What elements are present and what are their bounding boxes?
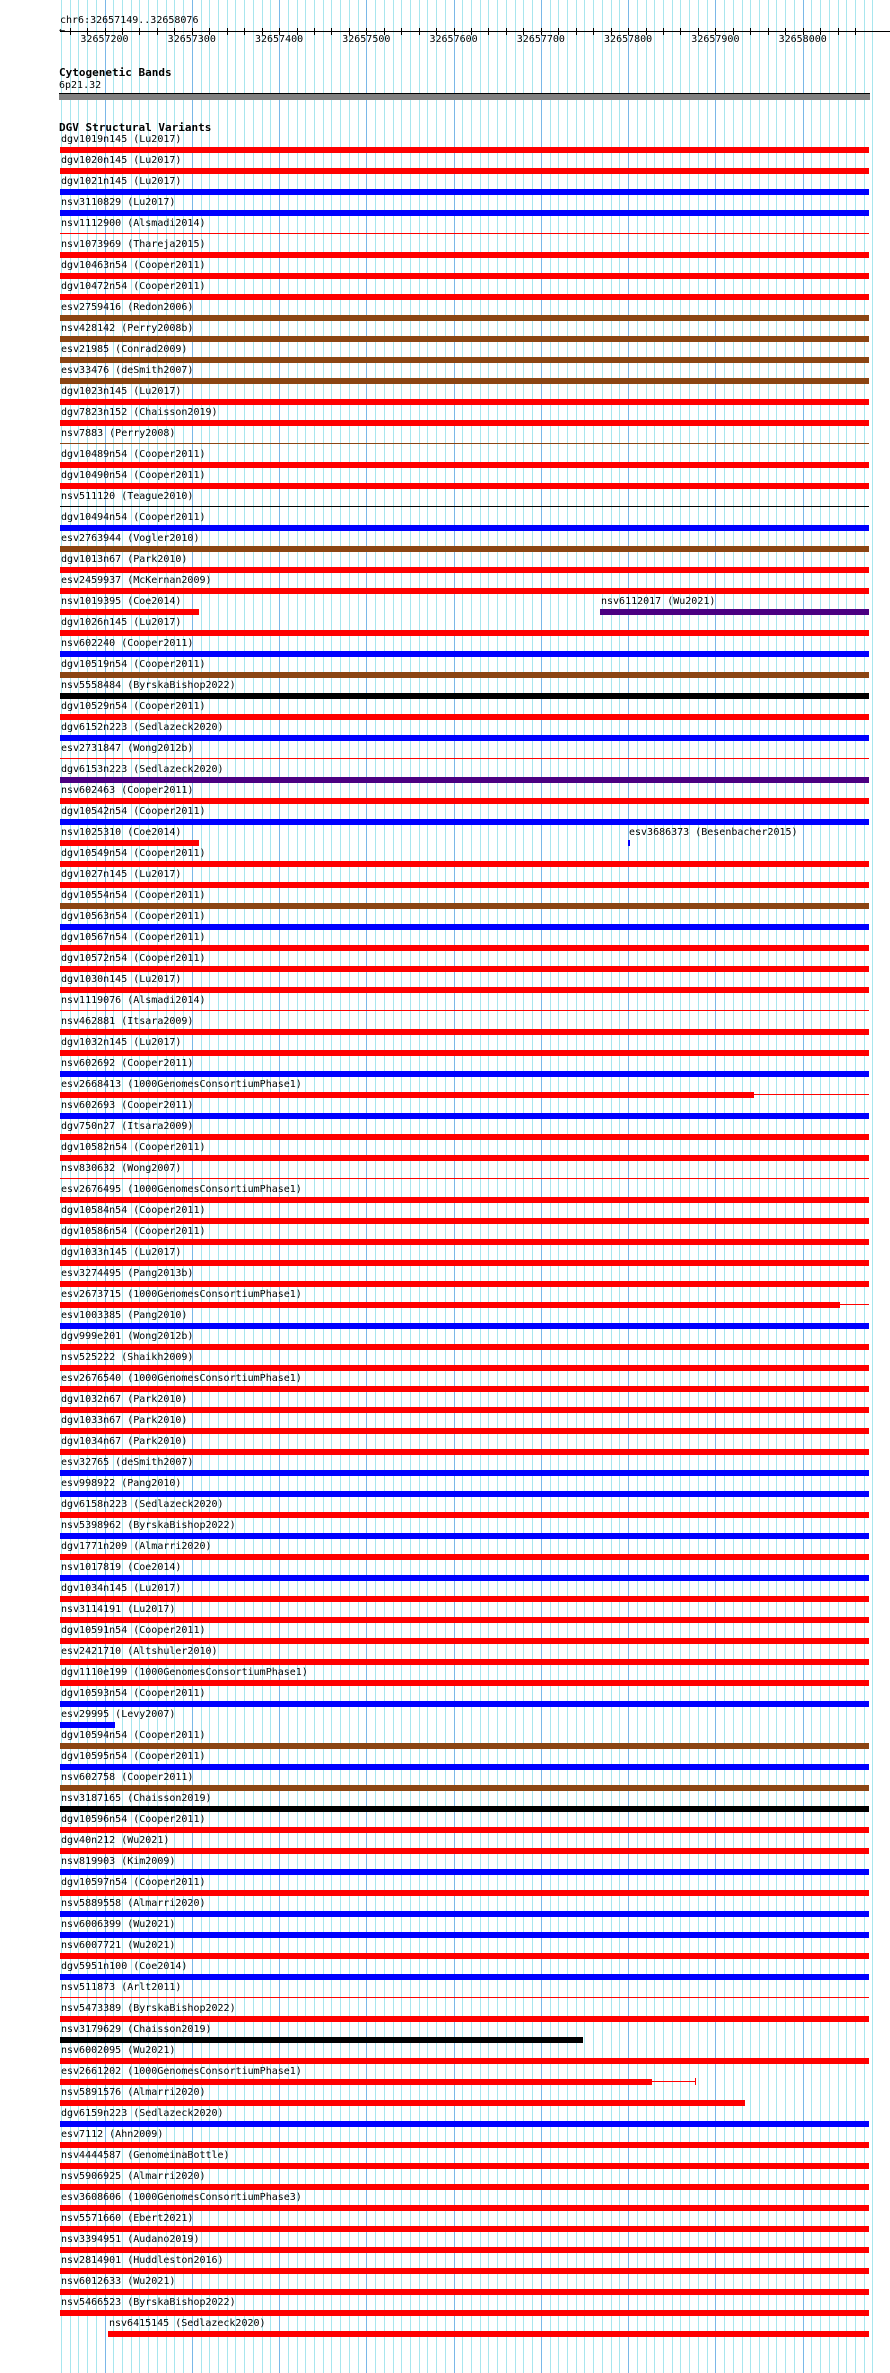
sv-label[interactable]: nsv1019395 (Coe2014) (61, 596, 182, 607)
sv-label[interactable]: dgv6153n223 (Sedlazeck2020) (61, 764, 224, 775)
sv-label[interactable]: nsv5473389 (ByrskaBishop2022) (61, 2003, 236, 2014)
sv-feature-bar[interactable] (60, 147, 869, 153)
sv-label[interactable]: esv1003385 (Pang2010) (61, 1310, 188, 1321)
sv-feature-bar[interactable] (60, 1407, 869, 1413)
sv-label[interactable]: esv2459937 (McKernan2009) (61, 575, 212, 586)
sv-label[interactable]: esv2673715 (1000GenomesConsortiumPhase1) (61, 1289, 302, 1300)
sv-label[interactable]: dgv10563n54 (Cooper2011) (61, 911, 206, 922)
sv-feature-end-cap (695, 2078, 696, 2085)
sv-label[interactable]: nsv3394951 (Audano2019) (61, 2234, 200, 2245)
sv-feature-bar[interactable] (60, 672, 869, 678)
sv-feature-bar[interactable] (60, 1575, 869, 1581)
sv-feature-bar[interactable] (60, 2289, 869, 2295)
sv-label[interactable]: dgv1771n209 (Almarri2020) (61, 1541, 212, 1552)
sv-feature-bar[interactable] (60, 1554, 869, 1560)
sv-feature-bar[interactable] (60, 2100, 745, 2106)
sv-feature-bar[interactable] (60, 588, 869, 594)
sv-label[interactable]: esv29995 (Levy2007) (61, 1709, 176, 1720)
sv-label[interactable]: nsv5571660 (Ebert2021) (61, 2213, 194, 2224)
sv-label[interactable]: nsv6007721 (Wu2021) (61, 1940, 176, 1951)
sv-label[interactable]: nsv428142 (Perry2008b) (61, 323, 194, 334)
cytoband-track-title: Cytogenetic Bands (59, 66, 172, 79)
sv-label[interactable]: dgv10529n54 (Cooper2011) (61, 701, 206, 712)
sv-feature-bar[interactable] (60, 1365, 869, 1371)
sv-label[interactable]: dgv6159n223 (Sedlazeck2020) (61, 2108, 224, 2119)
ruler-tick (488, 28, 489, 35)
sv-label[interactable]: dgv10584n54 (Cooper2011) (61, 1205, 206, 1216)
sv-label[interactable]: dgv1033n67 (Park2010) (61, 1415, 188, 1426)
ruler-tick (768, 28, 769, 35)
sv-feature-bar[interactable] (60, 1722, 115, 1728)
sv-feature-bar[interactable] (60, 1010, 869, 1011)
sv-label[interactable]: nsv6006399 (Wu2021) (61, 1919, 176, 1930)
ruler-tick (663, 28, 664, 35)
sv-label[interactable]: dgv750n27 (Itsara2009) (61, 1121, 194, 1132)
sv-label[interactable]: dgv10489n54 (Cooper2011) (61, 449, 206, 460)
sv-feature-bar[interactable] (60, 1029, 869, 1035)
sv-label[interactable]: dgv40n212 (Wu2021) (61, 1835, 170, 1846)
dgv-track-title: DGV Structural Variants (59, 121, 212, 134)
sv-feature-bar[interactable] (60, 315, 869, 321)
sv-feature-bar[interactable] (60, 168, 869, 174)
sv-label[interactable]: dgv1021n145 (Lu2017) (61, 176, 182, 187)
sv-feature-bar[interactable] (60, 987, 869, 993)
sv-feature-bar[interactable] (60, 357, 869, 363)
sv-feature-bar[interactable] (60, 882, 869, 888)
sv-feature-bar[interactable] (60, 1071, 869, 1077)
sv-feature-bar[interactable] (60, 798, 869, 804)
sv-feature-bar[interactable] (60, 1491, 869, 1497)
sv-feature-bar[interactable] (60, 443, 869, 444)
sv-feature-bar[interactable] (60, 1785, 869, 1791)
sv-label[interactable]: esv33476 (deSmith2007) (61, 365, 194, 376)
sv-label[interactable]: dgv10490n54 (Cooper2011) (61, 470, 206, 481)
sv-label[interactable]: nsv2814901 (Huddleston2016) (61, 2255, 224, 2266)
sv-label[interactable]: esv998922 (Pang2010) (61, 1478, 182, 1489)
ruler-tick (157, 28, 158, 35)
sv-label[interactable]: dgv1033n145 (Lu2017) (61, 1247, 182, 1258)
sv-feature-bar[interactable] (60, 1470, 869, 1476)
sv-label[interactable]: nsv5891576 (Almarri2020) (61, 2087, 206, 2098)
sv-feature-bar[interactable] (60, 210, 869, 216)
sv-label[interactable]: dgv1032n145 (Lu2017) (61, 1037, 182, 1048)
sv-feature-bar[interactable] (60, 1197, 869, 1203)
sv-label[interactable]: nsv819903 (Kim2009) (61, 1856, 176, 1867)
sv-label[interactable]: dgv10572n54 (Cooper2011) (61, 953, 206, 964)
ruler-tick-label: 32657600 (429, 34, 478, 45)
ruler-tick (855, 28, 856, 35)
sv-label[interactable]: nsv511120 (Teague2010) (61, 491, 194, 502)
scroll-left-arrow-icon[interactable]: ← (59, 25, 66, 36)
ruler-tick-label: 32657400 (254, 34, 304, 45)
sv-feature-bar[interactable] (60, 506, 869, 507)
sv-feature-bar[interactable] (60, 819, 869, 825)
ruler-tick-label: 32657800 (604, 34, 653, 45)
sv-feature-bar[interactable] (60, 630, 869, 636)
sv-label[interactable]: esv2421710 (Altshuler2010) (61, 1646, 218, 1657)
sv-label[interactable]: dgv10472n54 (Cooper2011) (61, 281, 206, 292)
sv-feature-bar[interactable] (60, 378, 869, 384)
sv-label[interactable]: nsv5398962 (ByrskaBishop2022) (61, 1520, 236, 1531)
sv-feature-bar[interactable] (60, 1638, 869, 1644)
sv-label[interactable]: dgv7823n152 (Chaisson2019) (61, 407, 218, 418)
sv-label[interactable]: nsv462881 (Itsara2009) (61, 1016, 194, 1027)
sv-feature-bar[interactable] (60, 945, 869, 951)
sv-feature-bar[interactable] (60, 1512, 869, 1518)
sv-label[interactable]: dgv1110e199 (1000GenomesConsortiumPhase1) (61, 1667, 308, 1678)
sv-feature-bar[interactable] (60, 693, 869, 699)
sv-feature-bar[interactable] (60, 2037, 583, 2043)
sv-feature-bar[interactable] (60, 2226, 869, 2232)
sv-label[interactable]: dgv5951n100 (Coe2014) (61, 1961, 188, 1972)
sv-feature-bar[interactable] (60, 1134, 869, 1140)
sv-feature-bar[interactable] (60, 903, 869, 909)
sv-feature-bar[interactable] (60, 483, 869, 489)
sv-feature-bar[interactable] (628, 840, 630, 846)
sv-label[interactable]: nsv6012633 (Wu2021) (61, 2276, 176, 2287)
sv-feature-bar[interactable] (60, 1281, 869, 1287)
sv-feature-extension (754, 1094, 869, 1095)
sv-feature-bar[interactable] (60, 1659, 869, 1665)
ruler-axis (60, 31, 890, 32)
sv-feature-bar[interactable] (60, 1701, 869, 1707)
sv-feature-bar[interactable] (60, 2079, 652, 2085)
sv-feature-bar[interactable] (60, 1302, 840, 1308)
sv-label[interactable]: dgv10597n54 (Cooper2011) (61, 1877, 206, 1888)
sv-feature-bar[interactable] (60, 861, 869, 867)
sv-feature-bar[interactable] (60, 189, 869, 195)
sv-feature-bar[interactable] (60, 758, 869, 759)
sv-feature-bar[interactable] (60, 1050, 869, 1056)
sv-label[interactable]: dgv10549n54 (Cooper2011) (61, 848, 206, 859)
sv-feature-bar[interactable] (60, 1533, 869, 1539)
sv-label[interactable]: esv2668413 (1000GenomesConsortiumPhase1) (61, 1079, 302, 1090)
sv-feature-bar[interactable] (60, 336, 869, 342)
sv-label[interactable]: esv2731847 (Wong2012b) (61, 743, 194, 754)
ruler-tick (314, 28, 315, 35)
sv-feature-bar[interactable] (60, 1617, 869, 1623)
sv-feature-bar[interactable] (60, 567, 869, 573)
ruler-tick-label: 32657700 (516, 34, 565, 45)
sv-label[interactable]: dgv999e201 (Wong2012b) (61, 1331, 194, 1342)
sv-label[interactable]: nsv602240 (Cooper2011) (61, 638, 194, 649)
sv-feature-bar[interactable] (60, 735, 869, 741)
sv-feature-bar[interactable] (60, 1974, 869, 1980)
sv-label[interactable]: nsv7883 (Perry2008) (61, 428, 176, 439)
sv-label[interactable]: esv2763944 (Vogler2010) (61, 533, 200, 544)
sv-label[interactable]: nsv3179629 (Chaisson2019) (61, 2024, 212, 2035)
sv-label[interactable]: dgv1020n145 (Lu2017) (61, 155, 182, 166)
location-label: chr6:32657149..32658076 (60, 15, 199, 26)
sv-label[interactable]: nsv4444587 (GenomeinaBottle) (61, 2150, 230, 2161)
sv-feature-bar[interactable] (60, 2142, 869, 2148)
sv-feature-bar[interactable] (60, 1178, 869, 1179)
sv-feature-bar[interactable] (60, 462, 869, 468)
sv-label[interactable]: dgv10593n54 (Cooper2011) (61, 1688, 206, 1699)
sv-label[interactable]: esv2676540 (1000GenomesConsortiumPhase1) (61, 1373, 302, 1384)
sv-feature-bar[interactable] (60, 714, 869, 720)
sv-feature-bar[interactable] (60, 1344, 869, 1350)
ruler-tick-label: 32658000 (778, 34, 827, 45)
ruler-tick (593, 28, 594, 35)
sv-feature-extension (840, 1304, 869, 1305)
sv-feature-bar[interactable] (60, 1449, 869, 1455)
sv-feature-bar[interactable] (60, 2016, 869, 2022)
sv-label[interactable]: dgv10554n54 (Cooper2011) (61, 890, 206, 901)
sv-feature-bar[interactable] (60, 2268, 869, 2274)
cytoband-6p21-32[interactable] (59, 94, 870, 100)
sv-label[interactable]: nsv602758 (Cooper2011) (61, 1772, 194, 1783)
sv-feature-extension (652, 2081, 695, 2082)
sv-label[interactable]: esv32765 (deSmith2007) (61, 1457, 194, 1468)
sv-feature-bar[interactable] (60, 1911, 869, 1917)
sv-label[interactable]: dgv1023n145 (Lu2017) (61, 386, 182, 397)
sv-feature-bar[interactable] (60, 1386, 869, 1392)
sv-label[interactable]: nsv6002095 (Wu2021) (61, 2045, 176, 2056)
sv-feature-bar[interactable] (60, 1997, 869, 1998)
sv-feature-bar[interactable] (60, 2121, 869, 2127)
ruler-tick (244, 28, 245, 35)
sv-label[interactable]: nsv830632 (Wong2007) (61, 1163, 182, 1174)
ruler-tick (680, 28, 681, 35)
sv-label[interactable]: dgv1026n145 (Lu2017) (61, 617, 182, 628)
sv-label[interactable]: esv3686373 (Besenbacher2015) (629, 827, 798, 838)
sv-label[interactable]: nsv3187165 (Chaisson2019) (61, 1793, 212, 1804)
sv-feature-bar[interactable] (60, 609, 199, 615)
ruler-tick (227, 28, 228, 35)
sv-label[interactable]: nsv602693 (Cooper2011) (61, 1100, 194, 1111)
sv-label[interactable]: nsv1119076 (Alsmadi2014) (61, 995, 206, 1006)
sv-feature-bar[interactable] (60, 1092, 754, 1098)
ruler-tick (70, 28, 71, 35)
ruler-tick (750, 28, 751, 35)
ruler-tick (576, 28, 577, 35)
sv-label[interactable]: dgv10567n54 (Cooper2011) (61, 932, 206, 943)
sv-feature-bar[interactable] (60, 2247, 869, 2253)
sv-label[interactable]: dgv1032n67 (Park2010) (61, 1394, 188, 1405)
sv-feature-bar[interactable] (60, 420, 869, 426)
sv-label[interactable]: nsv1025310 (Coe2014) (61, 827, 182, 838)
ruler-tick-label: 32657900 (691, 34, 740, 45)
sv-label[interactable]: nsv5906925 (Almarri2020) (61, 2171, 206, 2182)
sv-feature-bar[interactable] (600, 609, 869, 615)
sv-label[interactable]: esv3608606 (1000GenomesConsortiumPhase3) (61, 2192, 302, 2203)
sv-feature-bar[interactable] (60, 1260, 869, 1266)
sv-feature-bar[interactable] (60, 399, 869, 405)
sv-label[interactable]: esv7112 (Ahn2009) (61, 2129, 164, 2140)
sv-feature-bar[interactable] (60, 1764, 869, 1770)
sv-label[interactable]: nsv511873 (Arlt2011) (61, 1982, 182, 1993)
sv-label[interactable]: esv3274495 (Pang2013b) (61, 1268, 194, 1279)
sv-feature-bar[interactable] (60, 1953, 869, 1959)
sv-feature-bar[interactable] (60, 1596, 869, 1602)
sv-label[interactable]: nsv1112900 (Alsmadi2014) (61, 218, 206, 229)
sv-feature-bar[interactable] (60, 1323, 869, 1329)
cytoband-label: 6p21.32 (59, 80, 102, 91)
ruler-tick (838, 28, 839, 35)
sv-label[interactable]: esv2759416 (Redon2006) (61, 302, 194, 313)
sv-label[interactable]: dgv1019n145 (Lu2017) (61, 134, 182, 145)
ruler-tick (506, 28, 507, 35)
sv-feature-bar[interactable] (60, 1218, 869, 1224)
sv-label[interactable]: nsv3110829 (Lu2017) (61, 197, 176, 208)
sv-label[interactable]: nsv6112017 (Wu2021) (601, 596, 716, 607)
sv-label[interactable]: dgv6158n223 (Sedlazeck2020) (61, 1499, 224, 1510)
sv-feature-bar[interactable] (60, 1827, 869, 1833)
sv-label[interactable]: nsv5558484 (ByrskaBishop2022) (61, 680, 236, 691)
sv-label[interactable]: nsv5466523 (ByrskaBishop2022) (61, 2297, 236, 2308)
sv-feature-bar[interactable] (60, 546, 869, 552)
sv-feature-bar[interactable] (108, 2331, 869, 2337)
sv-feature-bar[interactable] (60, 1428, 869, 1434)
sv-feature-bar[interactable] (60, 525, 869, 531)
sv-label[interactable]: dgv10542n54 (Cooper2011) (61, 806, 206, 817)
sv-label[interactable]: nsv525222 (Shaikh2009) (61, 1352, 194, 1363)
sv-label[interactable]: dgv10582n54 (Cooper2011) (61, 1142, 206, 1153)
sv-feature-bar[interactable] (60, 294, 869, 300)
sv-feature-bar[interactable] (60, 2184, 869, 2190)
sv-feature-bar[interactable] (60, 252, 869, 258)
sv-feature-bar[interactable] (60, 1680, 869, 1686)
sv-label[interactable]: dgv10494n54 (Cooper2011) (61, 512, 206, 523)
sv-label[interactable]: nsv5889558 (Almarri2020) (61, 1898, 206, 1909)
ruler-tick (419, 28, 420, 35)
sv-label[interactable]: esv2661202 (1000GenomesConsortiumPhase1) (61, 2066, 302, 2077)
sv-feature-bar[interactable] (60, 1806, 869, 1812)
sv-label[interactable]: dgv1030n145 (Lu2017) (61, 974, 182, 985)
ruler-tick (401, 28, 402, 35)
sv-label[interactable]: nsv1073969 (Thareja2015) (61, 239, 206, 250)
sv-label[interactable]: dgv10596n54 (Cooper2011) (61, 1814, 206, 1825)
sv-feature-bar[interactable] (60, 651, 869, 657)
sv-label[interactable]: dgv1034n145 (Lu2017) (61, 1583, 182, 1594)
sv-feature-bar[interactable] (60, 840, 199, 846)
sv-feature-bar[interactable] (60, 2205, 869, 2211)
sv-label[interactable]: nsv1017819 (Coe2014) (61, 1562, 182, 1573)
sv-label[interactable]: nsv3114191 (Lu2017) (61, 1604, 176, 1615)
sv-feature-bar[interactable] (60, 1239, 869, 1245)
sv-label[interactable]: nsv602463 (Cooper2011) (61, 785, 194, 796)
sv-feature-bar[interactable] (60, 777, 869, 783)
ruler-tick (331, 28, 332, 35)
sv-label[interactable]: dgv10594n54 (Cooper2011) (61, 1730, 206, 1741)
sv-label[interactable]: dgv10595n54 (Cooper2011) (61, 1751, 206, 1762)
sv-feature-bar[interactable] (60, 1869, 869, 1875)
sv-feature-bar[interactable] (60, 1743, 869, 1749)
sv-label[interactable]: dgv1027n145 (Lu2017) (61, 869, 182, 880)
sv-label[interactable]: nsv602692 (Cooper2011) (61, 1058, 194, 1069)
sv-feature-bar[interactable] (60, 966, 869, 972)
sv-feature-bar[interactable] (60, 1113, 869, 1119)
sv-label[interactable]: nsv6415145 (Sedlazeck2020) (109, 2318, 266, 2329)
sv-feature-bar[interactable] (60, 1890, 869, 1896)
sv-feature-bar[interactable] (60, 1155, 869, 1161)
sv-label[interactable]: dgv10586n54 (Cooper2011) (61, 1226, 206, 1237)
sv-label[interactable]: dgv10591n54 (Cooper2011) (61, 1625, 206, 1636)
ruler-tick-label: 32657300 (167, 34, 216, 45)
sv-feature-bar[interactable] (60, 2058, 869, 2064)
ruler-tick-label: 32657200 (80, 34, 129, 45)
sv-label[interactable]: dgv10463n54 (Cooper2011) (61, 260, 206, 271)
sv-label[interactable]: dgv10519n54 (Cooper2011) (61, 659, 206, 670)
sv-feature-bar[interactable] (60, 2310, 869, 2316)
sv-label[interactable]: dgv6152n223 (Sedlazeck2020) (61, 722, 224, 733)
sv-label[interactable]: dgv1013n67 (Park2010) (61, 554, 188, 565)
sv-feature-bar[interactable] (60, 273, 869, 279)
sv-label[interactable]: esv21985 (Conrad2009) (61, 344, 188, 355)
sv-feature-bar[interactable] (60, 1848, 869, 1854)
sv-feature-bar[interactable] (60, 1932, 869, 1938)
sv-label[interactable]: esv2676495 (1000GenomesConsortiumPhase1) (61, 1184, 302, 1195)
sv-feature-bar[interactable] (60, 233, 869, 234)
sv-label[interactable]: dgv1034n67 (Park2010) (61, 1436, 188, 1447)
sv-feature-bar[interactable] (60, 924, 869, 930)
ruler-tick-label: 32657500 (342, 34, 391, 45)
ruler-tick (139, 28, 140, 35)
sv-feature-bar[interactable] (60, 2163, 869, 2169)
